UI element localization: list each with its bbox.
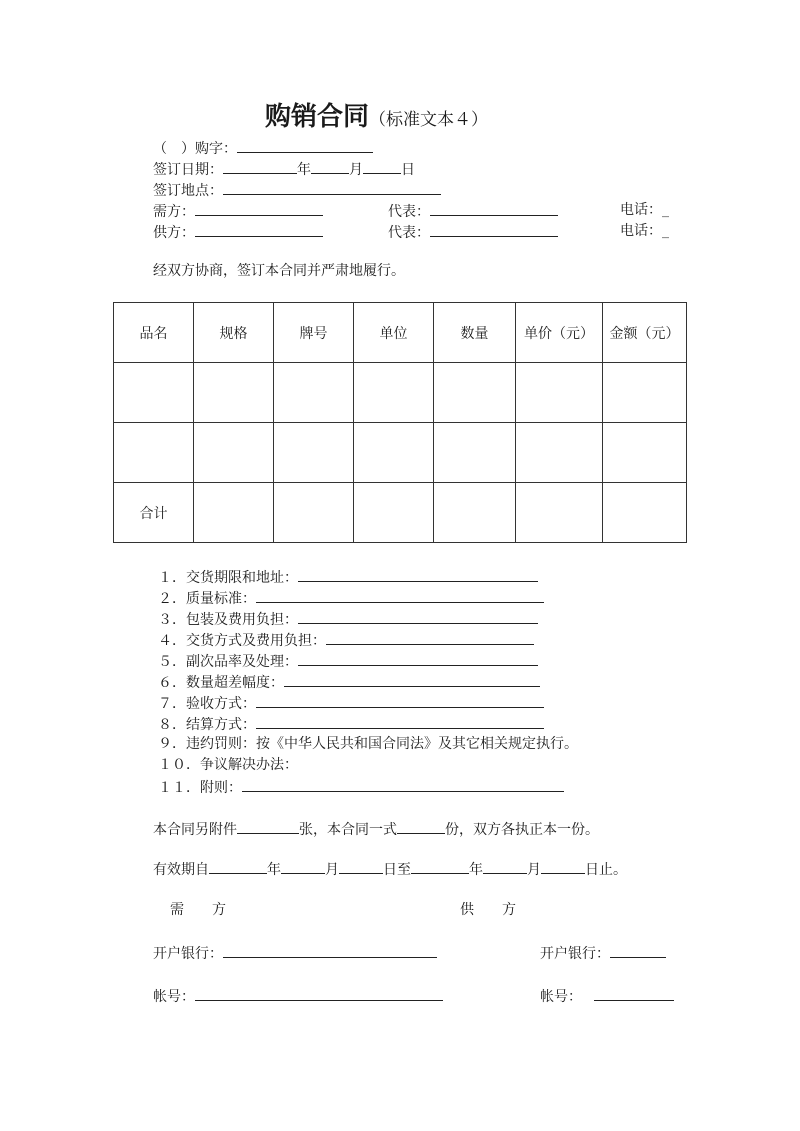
sign-place-field[interactable] — [223, 179, 441, 195]
clause-2 — [158, 587, 544, 609]
seller-field[interactable] — [195, 221, 323, 237]
table-cell[interactable] — [434, 363, 516, 423]
table-cell[interactable] — [194, 423, 274, 483]
clause-text: 交货方式及费用负担： — [186, 633, 326, 649]
table-cell[interactable] — [516, 363, 603, 423]
clause-text: 包装及费用负担： — [186, 612, 298, 628]
table-cell[interactable] — [114, 423, 194, 483]
seller-rep-row — [388, 221, 558, 243]
start-year-field[interactable] — [209, 858, 267, 874]
header-cell-amount: 金额（元） — [603, 303, 687, 363]
header-cell-name: 品名 — [114, 303, 194, 363]
total-label: 合计 — [114, 483, 194, 543]
table-cell[interactable] — [274, 423, 354, 483]
clause-text: 数量超差幅度： — [186, 675, 284, 691]
sign-date-label: 签订日期： — [153, 162, 223, 178]
table-cell[interactable] — [274, 363, 354, 423]
clause-5-field[interactable] — [298, 650, 538, 666]
clause-text: 违约罚则：按《中华人民共和国合同法》及其它相关规定执行。 — [186, 736, 578, 752]
sign-day-field[interactable] — [363, 158, 401, 174]
clause-7 — [158, 692, 544, 714]
clause-number: ５． — [158, 654, 186, 670]
table-cell[interactable] — [434, 483, 516, 543]
table-cell[interactable] — [603, 483, 687, 543]
seller-rep-label: 代表： — [388, 225, 430, 241]
year-label: 年 — [297, 162, 311, 178]
clause-3-field[interactable] — [298, 608, 538, 624]
title-main: 购销合同 — [265, 102, 370, 132]
sign-place-label: 签订地点： — [153, 183, 223, 199]
buyer-rep-field[interactable] — [430, 200, 558, 216]
header-cell-brand: 牌号 — [274, 303, 354, 363]
clause-number: ２． — [158, 591, 186, 607]
buyer-rep-row — [388, 200, 558, 222]
attachment-count-field[interactable] — [237, 818, 299, 834]
clause-4-field[interactable] — [326, 629, 534, 645]
day-to-label: 日至 — [383, 862, 411, 878]
clause-number: ３． — [158, 612, 186, 628]
attachments-text-2: 张，本合同一式 — [299, 822, 397, 838]
year-label: 年 — [267, 862, 281, 878]
attachments-line — [153, 818, 599, 840]
month-label: 月 — [325, 862, 339, 878]
sign-place-row — [153, 179, 441, 201]
attachments-text-3: 份，双方各执正本一份。 — [445, 822, 599, 838]
seller-account-field[interactable] — [594, 985, 674, 1001]
header-cell-unit: 单位 — [354, 303, 434, 363]
sign-date-row — [153, 158, 415, 180]
table-cell[interactable] — [194, 483, 274, 543]
purchase-number-row — [153, 137, 373, 159]
validity-line — [153, 858, 627, 880]
seller-phone-row — [620, 221, 669, 241]
clause-number: ９． — [158, 736, 186, 752]
clause-11-field[interactable] — [242, 776, 564, 792]
purchase-number-label: （ ）购字： — [153, 141, 237, 157]
seller-account-row — [540, 985, 674, 1007]
seller-label: 供方： — [153, 225, 195, 241]
table-cell[interactable] — [274, 483, 354, 543]
buyer-bank-row — [153, 942, 437, 964]
clause-10 — [158, 755, 298, 775]
clause-number: ４． — [158, 633, 186, 649]
clause-text: 争议解决办法： — [200, 757, 298, 773]
seller-phone-label[interactable]: 电话：_ — [620, 223, 669, 239]
clause-text: 交货期限和地址： — [186, 570, 298, 586]
clause-number: １． — [158, 570, 186, 586]
table-header-row — [114, 303, 687, 363]
header-cell-spec: 规格 — [194, 303, 274, 363]
sign-month-field[interactable] — [311, 158, 349, 174]
clause-number: ６． — [158, 675, 186, 691]
clause-9 — [158, 734, 578, 754]
clause-5 — [158, 650, 538, 672]
table-cell[interactable] — [194, 363, 274, 423]
table-cell[interactable] — [354, 483, 434, 543]
table-cell[interactable] — [516, 423, 603, 483]
end-month-field[interactable] — [483, 858, 527, 874]
header-cell-quantity: 数量 — [434, 303, 516, 363]
intro-text: 经双方协商，签订本合同并严肃地履行。 — [153, 263, 405, 279]
attachments-text-1: 本合同另附件 — [153, 822, 237, 838]
clause-3 — [158, 608, 538, 630]
clause-number: ７． — [158, 696, 186, 712]
clause-number: １０． — [158, 757, 200, 773]
sign-year-field[interactable] — [223, 158, 297, 174]
clause-4 — [158, 629, 534, 651]
clause-text: 质量标准： — [186, 591, 256, 607]
clause-2-field[interactable] — [256, 587, 544, 603]
buyer-signature-heading: 需 方 — [170, 902, 226, 918]
clause-number: ８． — [158, 717, 186, 733]
table-cell[interactable] — [434, 423, 516, 483]
table-cell[interactable] — [354, 363, 434, 423]
buyer-rep-label: 代表： — [388, 204, 430, 220]
purchase-number-field[interactable] — [237, 137, 373, 153]
title-subtitle: （标准文本４） — [369, 110, 489, 130]
seller-signature-heading: 供 方 — [460, 902, 516, 918]
validity-from-label: 有效期自 — [153, 862, 209, 878]
document-title — [265, 100, 488, 137]
table-total-row — [114, 483, 687, 543]
clause-text: 副次品率及处理： — [186, 654, 298, 670]
seller-bank-row — [540, 942, 666, 964]
buyer-account-field[interactable] — [195, 985, 443, 1001]
end-day-field[interactable] — [541, 858, 585, 874]
buyer-bank-field[interactable] — [223, 942, 437, 958]
buyer-phone-label[interactable]: 电话：_ — [620, 202, 669, 218]
clause-6 — [158, 671, 540, 693]
buyer-bank-label: 开户银行： — [153, 946, 223, 962]
seller-account-label: 帐号： — [540, 989, 582, 1005]
clause-8-field[interactable] — [256, 713, 544, 729]
seller-bank-field[interactable] — [610, 942, 666, 958]
table-cell[interactable] — [354, 423, 434, 483]
clause-text: 附则： — [200, 780, 242, 796]
buyer-account-row — [153, 985, 443, 1007]
table-cell[interactable] — [114, 363, 194, 423]
start-month-field[interactable] — [281, 858, 325, 874]
seller-bank-label: 开户银行： — [540, 946, 610, 962]
clause-11 — [158, 776, 564, 798]
header-cell-unit-price: 单价（元） — [516, 303, 603, 363]
clause-8 — [158, 713, 544, 735]
seller-row — [153, 221, 323, 243]
start-day-field[interactable] — [339, 858, 383, 874]
clause-number: １１． — [158, 780, 200, 796]
clause-1 — [158, 566, 538, 588]
month-label: 月 — [527, 862, 541, 878]
day-label: 日 — [401, 162, 415, 178]
clause-1-field[interactable] — [298, 566, 538, 582]
clause-6-field[interactable] — [284, 671, 540, 687]
seller-rep-field[interactable] — [430, 221, 558, 237]
buyer-account-label: 帐号： — [153, 989, 195, 1005]
table-cell[interactable] — [603, 363, 687, 423]
month-label: 月 — [349, 162, 363, 178]
year-label: 年 — [469, 862, 483, 878]
end-year-field[interactable] — [411, 858, 469, 874]
day-end-label: 日止。 — [585, 862, 627, 878]
buyer-phone-row — [620, 200, 669, 220]
table-row — [114, 363, 687, 423]
clause-7-field[interactable] — [256, 692, 544, 708]
goods-table — [113, 302, 687, 543]
buyer-row — [153, 200, 323, 222]
clause-text: 验收方式： — [186, 696, 256, 712]
clause-text: 结算方式： — [186, 717, 256, 733]
table-cell[interactable] — [516, 483, 603, 543]
buyer-field[interactable] — [195, 200, 323, 216]
table-row — [114, 423, 687, 483]
table-cell[interactable] — [603, 423, 687, 483]
buyer-label: 需方： — [153, 204, 195, 220]
copies-count-field[interactable] — [397, 818, 445, 834]
